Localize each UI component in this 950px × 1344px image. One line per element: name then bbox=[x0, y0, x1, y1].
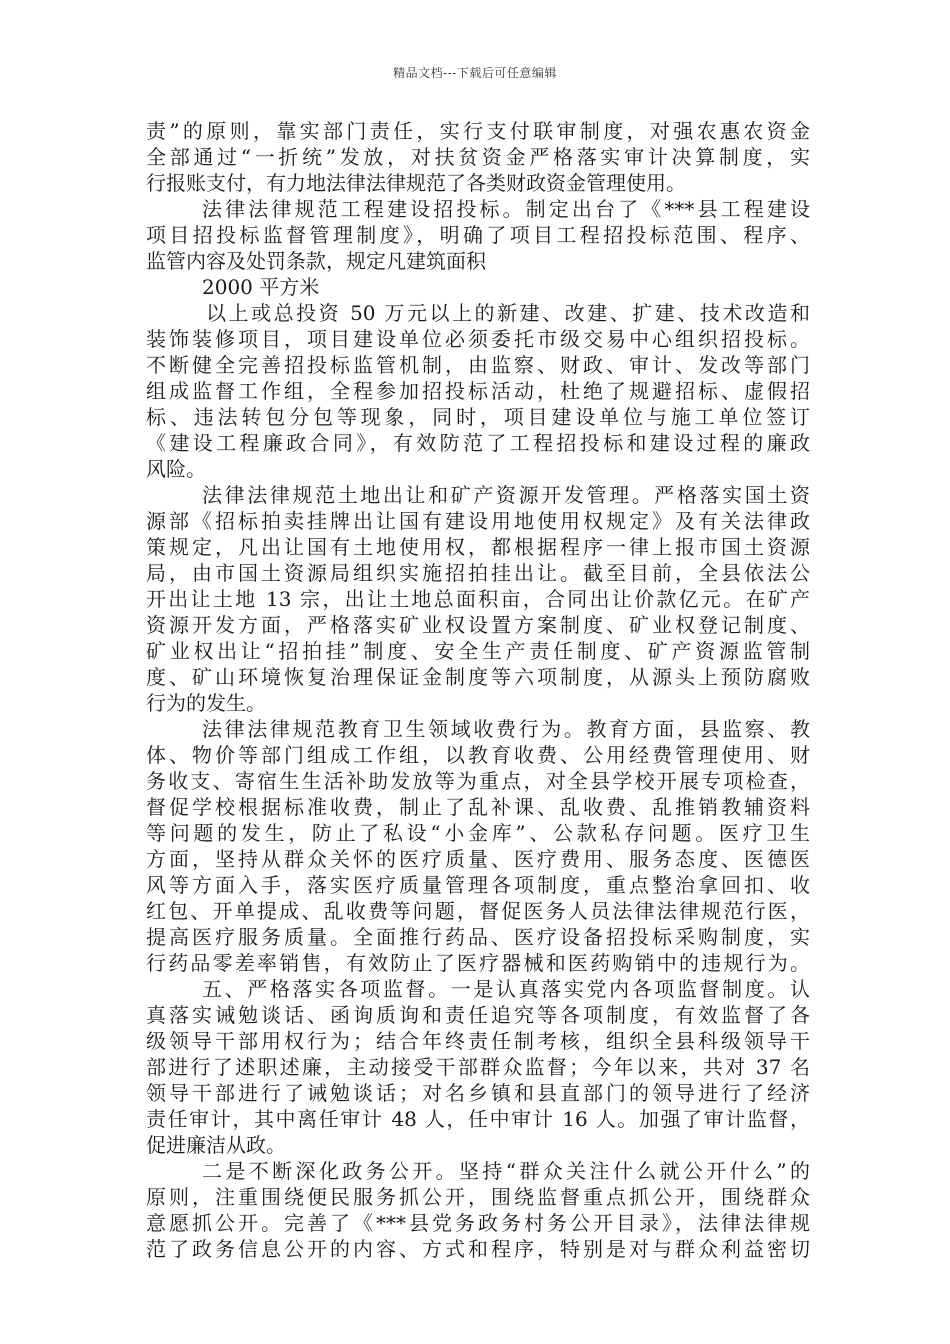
text-line: 范了政务信息公开的内容、方式和程序，特别是对与群众利益密切 bbox=[146, 1237, 810, 1261]
text-line: 资源开发方面，严格落实矿业权设置方案制度、矿业权登记制度、 bbox=[146, 613, 810, 637]
text-line: 提高医疗服务质量。全面推行药品、医疗设备招投标采购制度，实 bbox=[146, 925, 810, 949]
text-line: 责任审计，其中离任审计 48 人，任中审计 16 人。加强了审计监督， bbox=[146, 1107, 810, 1131]
text-line: 促进廉洁从政。 bbox=[146, 1133, 286, 1157]
text-line: 督促学校根据标准收费，制止了乱补课、乱收费、乱推销教辅资料 bbox=[146, 795, 810, 819]
page-header: 精品文档---下载后可任意编辑 bbox=[393, 66, 557, 80]
text-line: 2000 平方米 bbox=[202, 275, 320, 299]
text-line: 等问题的发生，防止了私设“小金库”、公款私存问题。医疗卫生 bbox=[146, 821, 810, 845]
text-line: 标、违法转包分包等现象，同时，项目建设单位与施工单位签订 bbox=[146, 405, 810, 429]
text-line: 不断健全完善招投标监管机制，由监察、财政、审计、发改等部门 bbox=[146, 353, 810, 377]
text-line: 意愿抓公开。完善了《***县党务政务村务公开目录》，法律法律规 bbox=[146, 1211, 810, 1235]
document-body bbox=[146, 118, 810, 1262]
text-line: 法律法律规范教育卫生领域收费行为。教育方面，县监察、教 bbox=[202, 717, 810, 741]
text-line: 原则，注重围绕便民服务抓公开，围绕监督重点抓公开，围绕群众 bbox=[146, 1185, 810, 1209]
text-line: 体、物价等部门组成工作组，以教育收费、公用经费管理使用、财 bbox=[146, 743, 810, 767]
text-line: 行药品零差率销售，有效防止了医疗器械和医药购销中的违规行为。 bbox=[146, 951, 810, 975]
text-line: 《建设工程廉政合同》，有效防范了工程招投标和建设过程的廉政 bbox=[146, 431, 810, 455]
text-line: 以上或总投资 50 万元以上的新建、改建、扩建、技术改造和 bbox=[206, 301, 810, 325]
text-line: 风险。 bbox=[146, 457, 206, 481]
text-line: 源部《招标拍卖挂牌出让国有建设用地使用权规定》及有关法律政 bbox=[146, 509, 810, 533]
text-line: 领导干部进行了诫勉谈话；对名乡镇和县直部门的领导进行了经济 bbox=[146, 1081, 810, 1105]
text-line: 风等方面入手，落实医疗质量管理各项制度，重点整治拿回扣、收 bbox=[146, 873, 810, 897]
text-line: 局，由市国土资源局组织实施招拍挂出让。截至目前，全县依法公 bbox=[146, 561, 810, 585]
text-line: 级领导干部用权行为；结合年终责任制考核，组织全县科级领导干 bbox=[146, 1029, 810, 1053]
text-line: 组成监督工作组，全程参加招投标活动，杜绝了规避招标、虚假招 bbox=[146, 379, 810, 403]
text-line: 矿业权出让“招拍挂”制度、安全生产责任制度、矿产资源监管制 bbox=[146, 639, 810, 663]
text-line: 方面，坚持从群众关怀的医疗质量、医疗费用、服务态度、医德医 bbox=[146, 847, 810, 871]
text-line: 项目招投标监督管理制度》，明确了项目工程招投标范围、程序、 bbox=[146, 223, 810, 247]
text-line: 务收支、寄宿生生活补助发放等为重点，对全县学校开展专项检查， bbox=[146, 769, 810, 793]
text-line: 策规定，凡出让国有土地使用权，都根据程序一律上报市国土资源 bbox=[146, 535, 810, 559]
text-line: 度、矿山环境恢复治理保证金制度等六项制度，从源头上预防腐败 bbox=[146, 665, 810, 689]
text-line: 全部通过“一折统”发放，对扶贫资金严格落实审计决算制度，实 bbox=[146, 145, 810, 169]
text-line: 真落实诫勉谈话、函询质询和责任追究等各项制度，有效监督了各 bbox=[146, 1003, 810, 1027]
text-line: 红包、开单提成、乱收费等问题，督促医务人员法律法律规范行医， bbox=[146, 899, 810, 923]
text-line: 法律法律规范工程建设招投标。制定出台了《***县工程建设 bbox=[202, 197, 810, 221]
text-line: 责”的原则，靠实部门责任，实行支付联审制度，对强农惠农资金 bbox=[146, 119, 810, 143]
text-line: 装饰装修项目，项目建设单位必须委托市级交易中心组织招投标。 bbox=[146, 327, 810, 351]
text-line: 行为的发生。 bbox=[146, 691, 266, 715]
text-line: 二是不断深化政务公开。坚持“群众关注什么就公开什么”的 bbox=[202, 1159, 810, 1183]
text-line: 部进行了述职述廉，主动接受干部群众监督；今年以来，共对 37 名 bbox=[146, 1055, 810, 1079]
text-line: 法律法律规范土地出让和矿产资源开发管理。严格落实国土资 bbox=[202, 483, 810, 507]
text-line: 开出让土地 13 宗，出让土地总面积亩，合同出让价款亿元。在矿产 bbox=[146, 587, 810, 611]
text-line: 监管内容及处罚条款，规定凡建筑面积 bbox=[146, 249, 486, 273]
text-line: 行报账支付，有力地法律法律规范了各类财政资金管理使用。 bbox=[146, 171, 686, 195]
text-line: 五、严格落实各项监督。一是认真落实党内各项监督制度。认 bbox=[202, 977, 810, 1001]
